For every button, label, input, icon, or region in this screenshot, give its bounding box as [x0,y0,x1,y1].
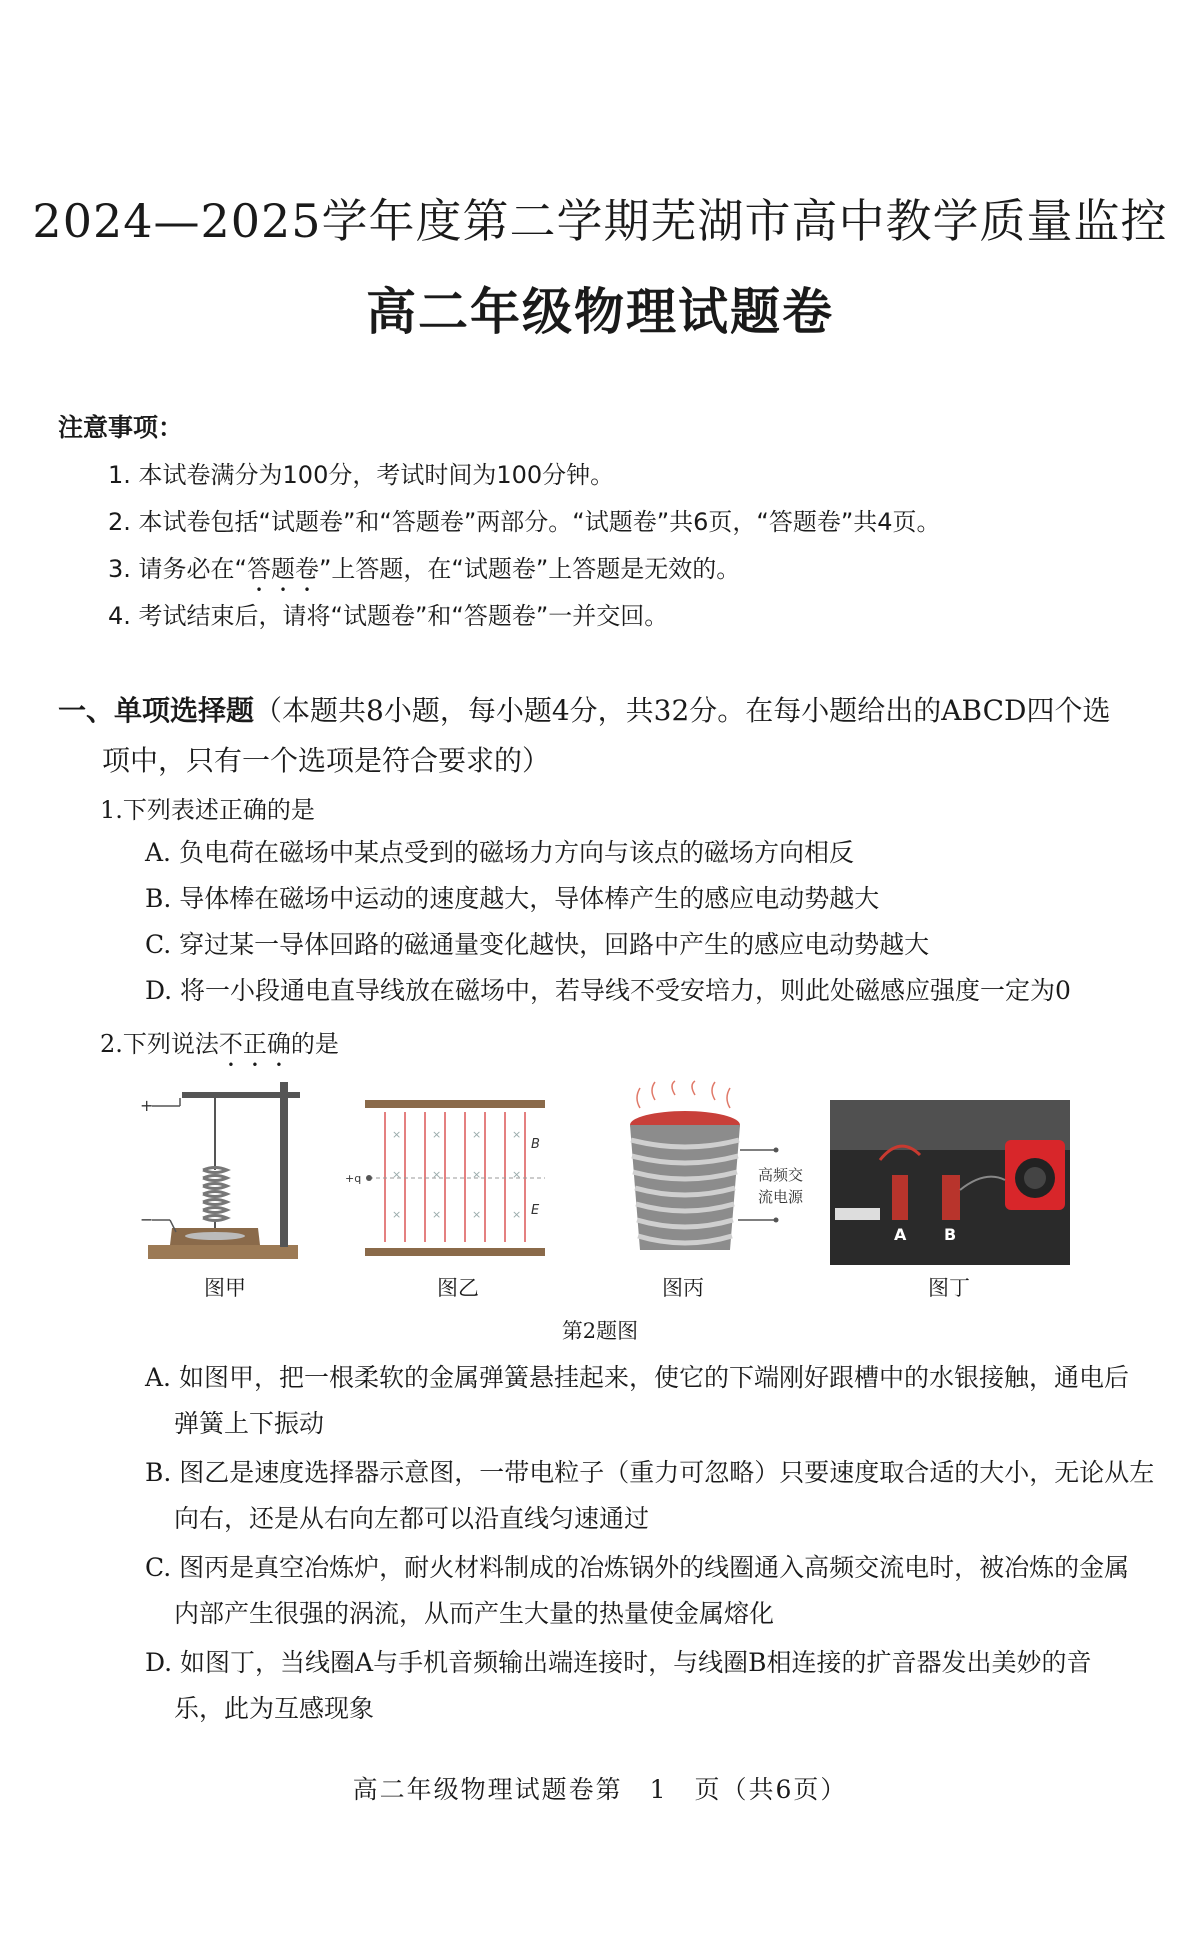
svg-text:×: × [472,1128,482,1141]
notice-item-4: 4. 考试结束后，请将“试题卷”和“答题卷”一并交回。 [108,602,669,630]
svg-text:×: × [512,1168,522,1181]
notice-item-3-before: 3. 请务必在“ [108,555,247,583]
question-2-option-b-line2: 向右，还是从右向左都可以沿直线匀速通过 [174,1504,650,1533]
notice-item-3-emphasis: 答题卷 [246,555,319,583]
section-heading [58,686,1148,786]
figure-jia-base [148,1245,298,1259]
svg-text:×: × [392,1168,402,1181]
figure-title: 第2题图 [561,1319,639,1343]
question-2-option-b-line1: B. 图乙是速度选择器示意图，一带电粒子（重力可忽略）只要速度取合适的大小，无论从左 [145,1458,1155,1487]
figure-yi-b-label: B [531,1137,540,1152]
figure-caption-ding: 图丁 [928,1276,970,1300]
svg-text:×: × [512,1128,522,1141]
question-1-option-c: C. 穿过某一导体回路的磁通量变化越快，回路中产生的感应电动势越大 [145,930,930,959]
question-2-stem [100,1024,339,1072]
figure-bing-heat-rays [637,1081,730,1108]
figure-yi-charge-label: +q [345,1172,362,1185]
question-1-option-a: A. 负电荷在磁场中某点受到的磁场力方向与该点的磁场方向相反 [145,838,854,867]
question-2-option-b [145,1450,1155,1542]
svg-text:×: × [512,1208,522,1221]
figure-jia-arm [182,1092,300,1098]
figure-jia [140,1070,310,1270]
figure-ding-coil-a [892,1175,908,1220]
figure-jia-spring [203,1168,227,1221]
notice-item-1: 1. 本试卷满分为100分，考试时间为100分钟。 [108,461,615,489]
section-desc-line1: （本题共8小题，每小题4分，共32分。在每小题给出的ABCD四个选 [254,694,1111,727]
figure-yi-b-field-crosses [392,1128,521,1221]
figure-bing [600,1080,820,1270]
notice-item-2: 2. 本试卷包括“试题卷”和“答题卷”两部分。“试题卷”共6页，“答题卷”共4页。 [108,508,941,536]
figure-yi-bottom-plate [365,1248,545,1256]
question-2-option-a-line1: A. 如图甲，把一根柔软的金属弹簧悬挂起来，使它的下端刚好跟槽中的水银接触，通电后 [145,1363,1129,1392]
figure-jia-plus-label: + [140,1096,154,1115]
notice-item-3 [108,549,740,597]
svg-text:×: × [472,1208,482,1221]
section-title: 一、单项选择题 [58,694,255,727]
figure-ding-coil-b [942,1175,960,1220]
figure-jia-minus-label: − [140,1210,154,1229]
svg-text:×: × [432,1168,442,1181]
figure-bing-power-label-2: 流电源 [758,1188,804,1206]
question-2-stem-emphasis: 不正确 [218,1030,291,1058]
svg-text:×: × [392,1128,402,1141]
figure-caption-jia: 图甲 [204,1276,246,1300]
exam-title: 2024—2025学年度第二学期芜湖市高中教学质量监控 [32,194,1168,248]
question-2-stem-after: 的是 [290,1030,339,1058]
question-2-option-c-line2: 内部产生很强的涡流，从而产生大量的热量使金属熔化 [174,1599,775,1628]
figure-yi [345,1098,555,1258]
question-2-option-d [145,1640,1155,1732]
svg-text:×: × [432,1208,442,1221]
question-2-option-d-line2: 乐，此为互感现象 [174,1694,375,1723]
page-footer: 高二年级物理试题卷第 1 页（共6页） [352,1775,848,1804]
figure-yi-top-plate [365,1100,545,1108]
figure-yi-e-field-lines [385,1112,525,1242]
figure-ding-label-b: B [944,1225,957,1244]
svg-text:×: × [472,1168,482,1181]
question-1-stem: 1.下列表述正确的是 [100,796,315,824]
figure-caption-bing: 图丙 [662,1276,704,1300]
question-1-option-d: D. 将一小段通电直导线放在磁场中，若导线不受安培力，则此处磁感应强度一定为0 [145,976,1071,1005]
question-2-option-c-line1: C. 图丙是真空冶炼炉，耐火材料制成的冶炼锅外的线圈通入高频交流电时，被冶炼的金属 [145,1553,1130,1582]
figure-jia-mercury [185,1232,245,1240]
section-desc-line2: 项中，只有一个选项是符合要求的） [102,744,551,777]
figure-caption-yi: 图乙 [437,1276,479,1300]
question-1-option-b: B. 导体棒在磁场中运动的速度越大，导体棒产生的感应电动势越大 [145,884,880,913]
svg-text:×: × [432,1128,442,1141]
figure-ding-label-a: A [894,1225,907,1244]
figure-jia-stand [280,1082,288,1247]
question-2-option-d-line1: D. 如图丁，当线圈A与手机音频输出端连接时，与线圈B相连接的扩音器发出美妙的音 [145,1648,1092,1677]
notice-heading: 注意事项： [58,413,184,442]
figure-yi-e-label: E [531,1203,540,1218]
question-2-stem-before: 2.下列说法 [100,1030,219,1058]
question-2-option-c [145,1545,1155,1637]
figure-bing-power-label-1: 高频交 [758,1166,804,1184]
figure-ding [830,1100,1070,1265]
question-2-option-a [145,1355,1155,1447]
question-2-option-a-line2: 弹簧上下振动 [174,1409,325,1438]
notice-item-3-after: ”上答题，在“试题卷”上答题是无效的。 [318,555,741,583]
svg-text:×: × [392,1208,402,1221]
exam-subtitle: 高二年级物理试题卷 [366,283,834,341]
